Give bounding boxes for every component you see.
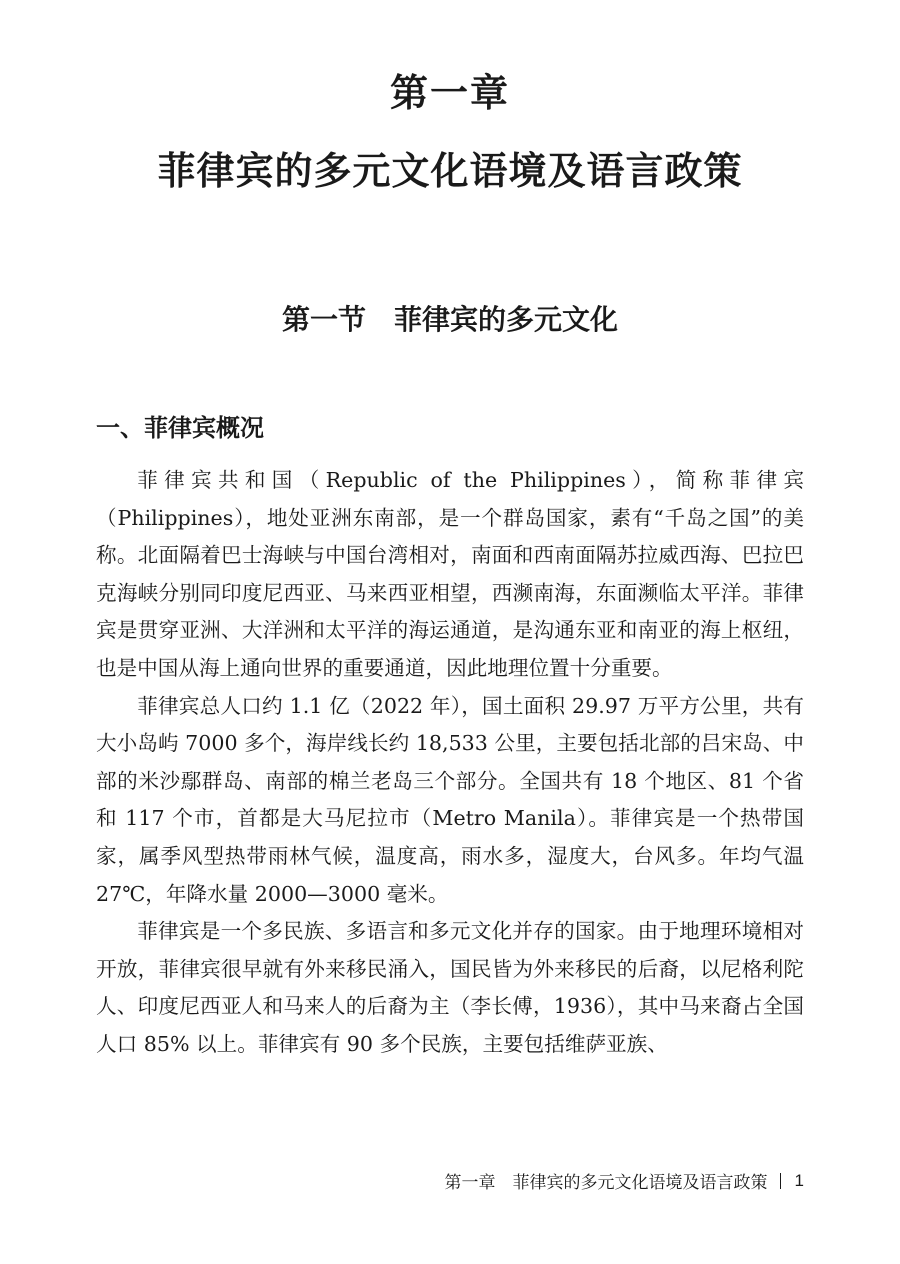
- section-title: 第一节 菲律宾的多元文化: [281, 303, 618, 336]
- paragraph-overview: 菲律宾共和国（Republic of the Philippines），简称菲律宾（Philippines），地处亚洲东南部，是一个群岛国家，素有“千岛之国”的美称。北面隔着巴士海峡与中国台湾相对，南面和西南面隔苏拉威西海、巴拉巴克海峡分别同印度尼西亚、马来西亚相望，西濒南海，东面濒临太平洋。菲律宾是贯穿亚洲、大洋洲和太平洋的海运通道，是沟通东亚和南亚的海上枢纽，也是中国从海上通向世界的重要通道，因此地理位置十分重要。: [96, 468, 804, 680]
- paragraph-ethnic-groups: 菲律宾是一个多民族、多语言和多元文化并存的国家。由于地理环境相对开放，菲律宾很早就有外来移民涌入，国民皆为外来移民的后裔，以尼格利陀人、印度尼西亚人和马来人的后裔为主（李长傅，1936），其中马来裔占全国人口 85% 以上。菲律宾有 90 多个民族，主要包括维萨亚族、: [96, 919, 804, 1056]
- running-title: 第一章 菲律宾的多元文化语境及语言政策: [444, 1173, 768, 1193]
- footer-separator: [780, 1173, 781, 1189]
- paragraph-population: 菲律宾总人口约 1.1 亿（2022 年），国土面积 29.97 万平方公里，共有大小岛屿 7000 多个，海岸线长约 18,533 公里，主要包括北部的吕宋岛、中部的米沙鄢群岛、南部的棉兰老岛三个部分。全国共有 18 个地区、81 个省和 117 个市，首都是大马尼拉市（Metro Manila）。菲律宾是一个热带国家，属季风型热带雨林气候，温度高，雨水多，湿度大，台风多。年均气温 27℃，年降水量 2000—3000 毫米。: [96, 693, 804, 906]
- chapter-label: 第一章: [389, 70, 510, 115]
- chapter-title: 菲律宾的多元文化语境及语言政策: [157, 148, 743, 193]
- page-footer: [445, 1168, 804, 1193]
- subsection-title: 一、菲律宾概况: [96, 413, 264, 442]
- page-number: 1: [794, 1170, 804, 1190]
- body-text: [96, 462, 804, 1064]
